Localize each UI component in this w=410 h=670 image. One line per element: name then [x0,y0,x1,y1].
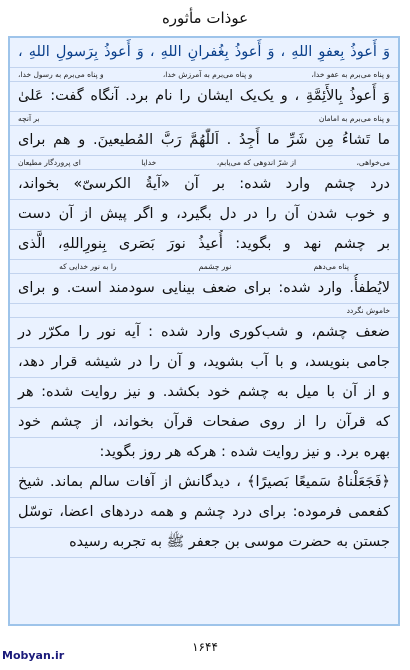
text-line-8: ضعف چشم، و شب‌کوری وارد شده : آیه نور را مکرّر در [10,318,398,348]
translation-line-5: خاموش نگردد [10,304,398,318]
translation-line-1: و پناه می‌برم به عفو خدا، و پناه می‌برم به آمرزش خدا، و پناه می‌برم به رسول خدا، [10,68,398,82]
translation-line-3: می‌خواهی، از شرّ اندوهی که می‌یابم، خدایا ای پروردگار مطیعان [10,156,398,170]
text-line-6: بر چشم نهد و بگوید: أُعیذُ نورَ بَصَری بِنورِاللهِ، الَّذی [10,230,398,260]
site-watermark: Mobyan.ir [2,649,65,662]
page-number: ۱۶۴۴ [192,640,218,654]
text-line-11: که قرآن را از روی صفحات قرآن بخواند، از چشم خود [10,408,398,438]
text-line-14: کفعمی فرموده: برای درد چشم و همه دردهای اعضا، توسّل [10,498,398,528]
text-line-7: لایُطفأُ. وارد شده: برای ضعف بینایی سودمند است. و برای [10,274,398,304]
text-page [8,36,400,626]
text-line-1: وَ أَعوذُ بِعفوِ اللهِ ، وَ أَعوذُ بِغُفرانِ اللهِ ، وَ أَعوذُ بِرَسولِ اللهِ ، [10,38,398,68]
translation-line-2: و پناه می‌برم به امامان بر آنچه [10,112,398,126]
text-line-5: و خوب شدن آن را در دل بگیرد، و اگر پیش از آن دست [10,200,398,230]
text-line-2: وَ أَعوذُ بِالأَئِمَّةِ ، و یک‌یک ایشان را نام برد. آنگاه گفت: عَلیٰ [10,82,398,112]
text-line-9: جامی بنویسد، و با آب بشوید، و آن را در شیشه قرار دهد، [10,348,398,378]
text-line-15: جستن به حضرت موسی بن جعفر ﷺ به تجربه رسیده [10,528,398,558]
translation-line-4: پناه می‌دهم نور چشمم را به نور خدایی که [10,260,398,274]
text-line-3: ما تَشاءُ مِن شَرِّ ما أَجِدُ . اَللّٰهُمَّ رَبَّ المُطیعینَ. و هم برای [10,126,398,156]
text-line-13: ﴿فَجَعَلْناهُ سَمیعًا بَصیرًا﴾ ، دیدگانش از آفات سالم بماند. شیخ [10,468,398,498]
text-line-10: و از آن با میل به چشم خود بکشد. و نیز روایت شده: هر [10,378,398,408]
page-header-title: عوذات مأثوره [161,9,249,27]
text-line-12: بهره برد. و نیز روایت شده : هرکه هر روز بگوید: [10,438,398,468]
text-line-4: درد چشم وارد شده: بر آن «آیةُ الکرسیّ» بخواند، [10,170,398,200]
